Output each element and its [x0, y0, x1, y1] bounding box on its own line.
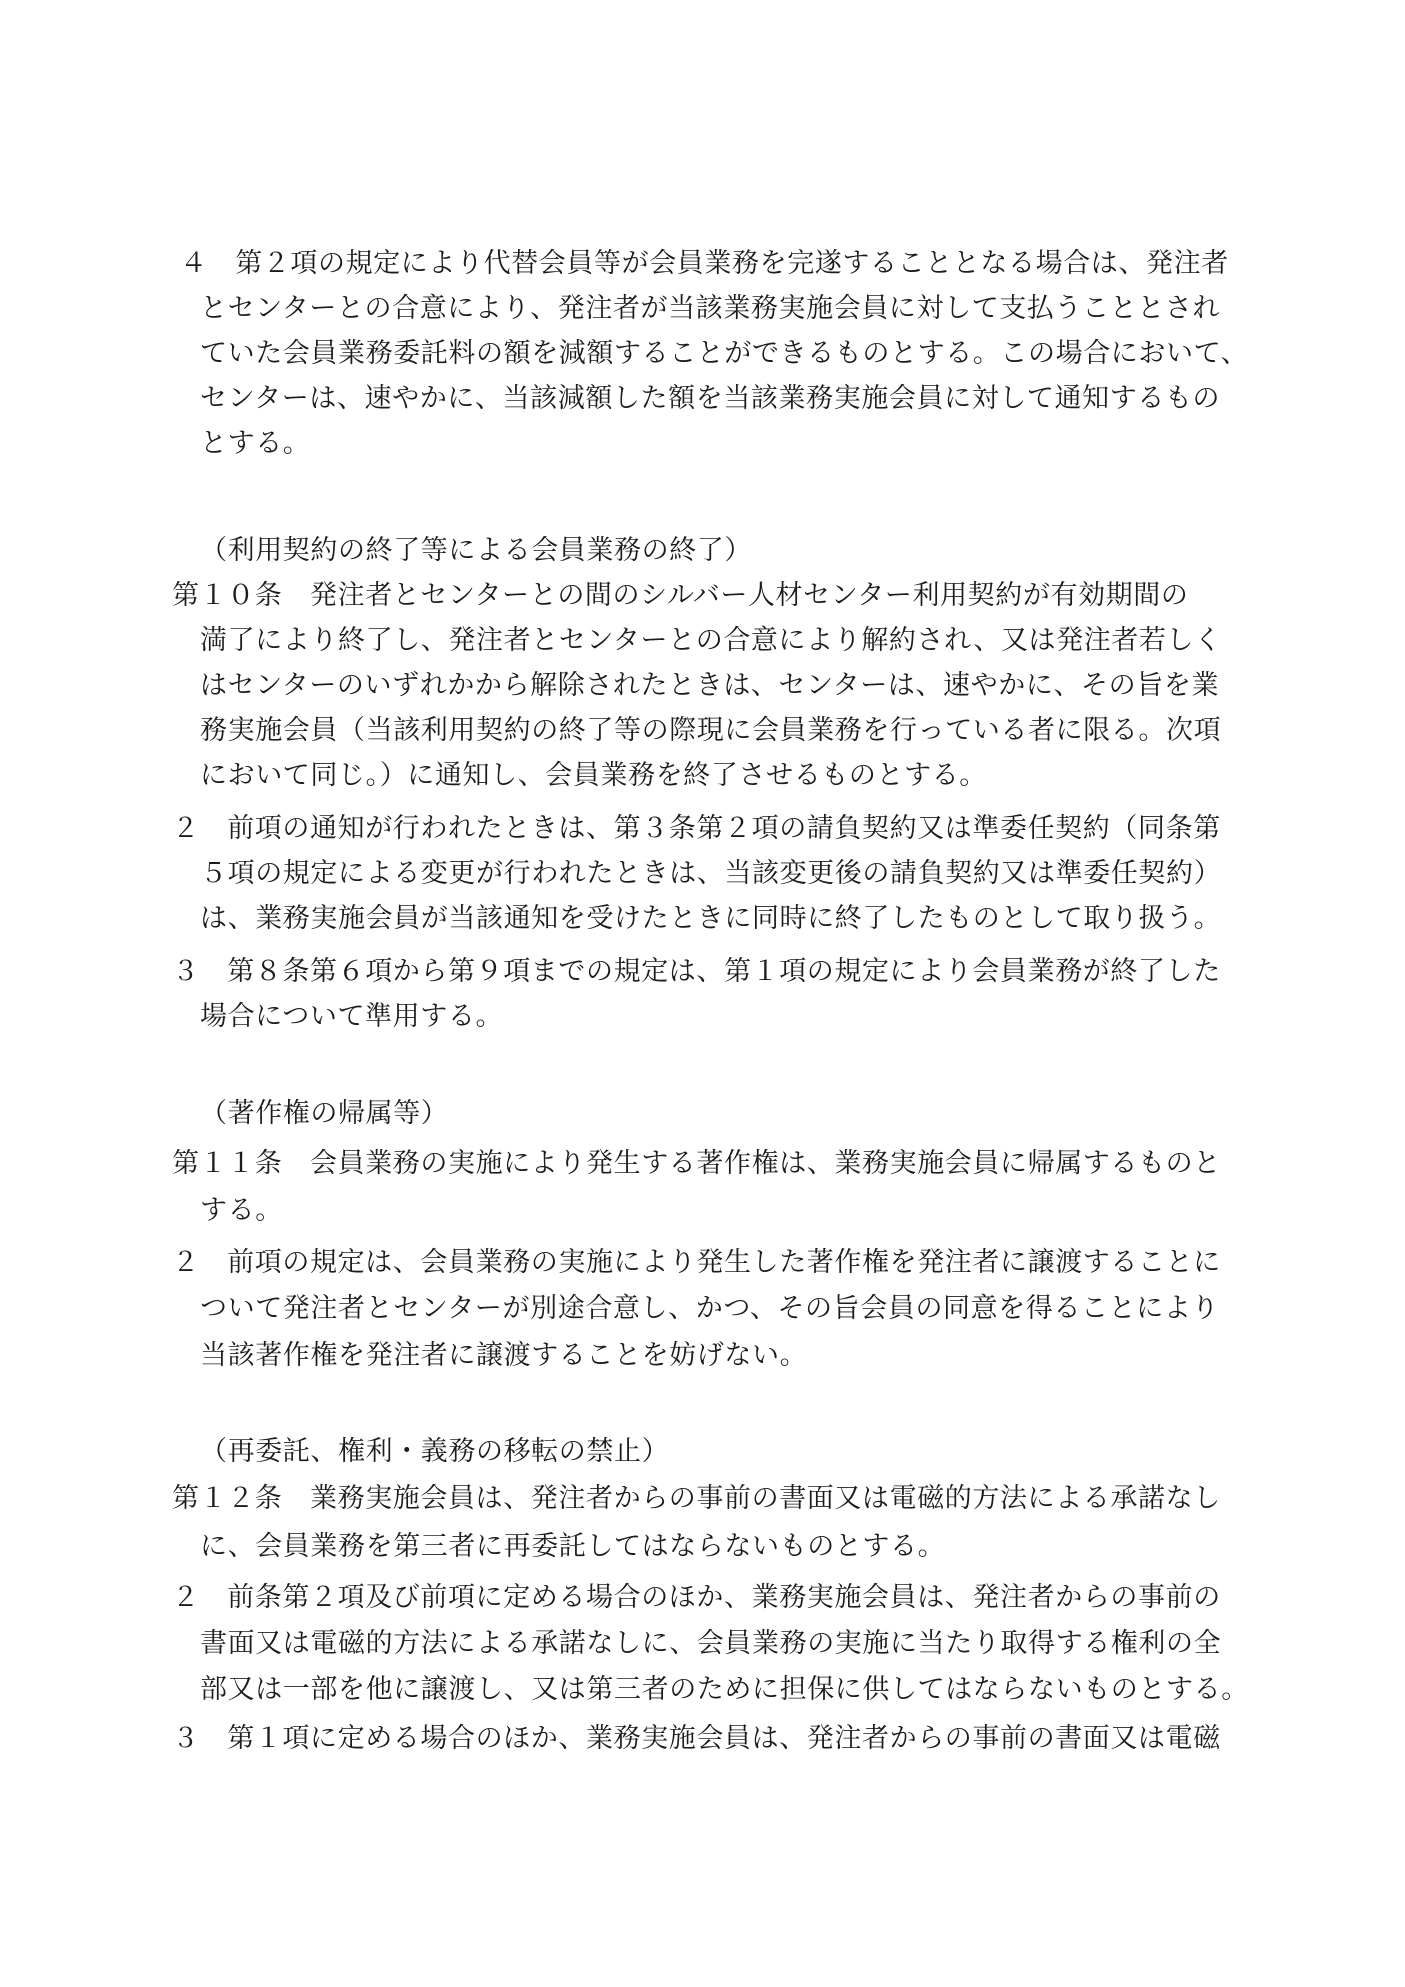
- clause9-para4-line2: とセンターとの合意により、発注者が当該業務実施会員に対して支払うこととされ: [200, 293, 1221, 324]
- clause10-para1-line4: 務実施会員（当該利用契約の終了等の際現に会員業務を行っている者に限る。次項: [200, 715, 1222, 746]
- clause12-para3-line1: ３ 第１項に定める場合のほか、業務実施会員は、発注者からの事前の書面又は電磁: [172, 1723, 1221, 1754]
- clause12-para1-line2: に、会員業務を第三者に再委託してはならないものとする。: [200, 1531, 946, 1562]
- clause10-para1-line2: 満了により終了し、発注者とセンターとの合意により解約され、又は発注者若しく: [200, 625, 1222, 656]
- clause10-para3-line1: ３ 第８条第６項から第９項までの規定は、第１項の規定により会員業務が終了した: [172, 956, 1221, 987]
- clause11-para1-line2: する。: [200, 1195, 283, 1226]
- clause11-para2-line1: ２ 前項の規定は、会員業務の実施により発生した著作権を発注者に譲渡することに: [172, 1247, 1221, 1278]
- clause12-heading: （再委託、権利・義務の移転の禁止）: [200, 1436, 670, 1467]
- clause11-para2-line3: 当該著作権を発注者に譲渡することを妨げない。: [200, 1340, 808, 1371]
- clause9-para4-line4: センターは、速やかに、当該減額した額を当該業務実施会員に対して通知するもの: [200, 383, 1221, 414]
- clause12-para2-line3: 部又は一部を他に譲渡し、又は第三者のために担保に供してはならないものとする。: [200, 1674, 1249, 1705]
- clause9-para4-line5: とする。: [200, 428, 311, 459]
- clause12-para2-line2: 書面又は電磁的方法による承諾なしに、会員業務の実施に当たり取得する権利の全: [200, 1628, 1222, 1659]
- clause10-para1-line3: はセンターのいずれかから解除されたときは、センターは、速やかに、その旨を業: [200, 670, 1220, 701]
- clause9-para4-line3: ていた会員業務委託料の額を減額することができるものとする。この場合において、: [200, 338, 1249, 369]
- clause10-para1-line1: 第１０条 発注者とセンターとの間のシルバー人材センター利用契約が有効期間の: [172, 580, 1189, 611]
- clause10-para2-line1: ２ 前項の通知が行われたときは、第３条第２項の請負契約又は準委任契約（同条第: [172, 813, 1221, 844]
- clause10-para2-line2: ５項の規定による変更が行われたときは、当該変更後の請負契約又は準委任契約）: [200, 858, 1222, 889]
- clause11-heading: （著作権の帰属等）: [200, 1098, 449, 1129]
- clause10-heading: （利用契約の終了等による会員業務の終了）: [200, 535, 752, 566]
- clause11-para2-line2: ついて発注者とセンターが別途合意し、かつ、その旨会員の同意を得ることにより: [200, 1293, 1220, 1324]
- clause12-para2-line1: ２ 前条第２項及び前項に定める場合のほか、業務実施会員は、発注者からの事前の: [172, 1582, 1221, 1613]
- clause10-para3-line2: 場合について準用する。: [200, 1001, 504, 1032]
- clause10-para2-line3: は、業務実施会員が当該通知を受けたときに同時に終了したものとして取り扱う。: [200, 903, 1222, 934]
- clause10-para1-line5: において同じ。）に通知し、会員業務を終了させるものとする。: [200, 760, 987, 791]
- clause12-para1-line1: 第１２条 業務実施会員は、発注者からの事前の書面又は電磁的方法による承諾なし: [172, 1483, 1221, 1514]
- clause11-para1-line1: 第１１条 会員業務の実施により発生する著作権は、業務実施会員に帰属するものと: [172, 1148, 1221, 1179]
- clause9-para4-line1: ４ 第２項の規定により代替会員等が会員業務を完遂することとなる場合は、発注者: [180, 248, 1229, 279]
